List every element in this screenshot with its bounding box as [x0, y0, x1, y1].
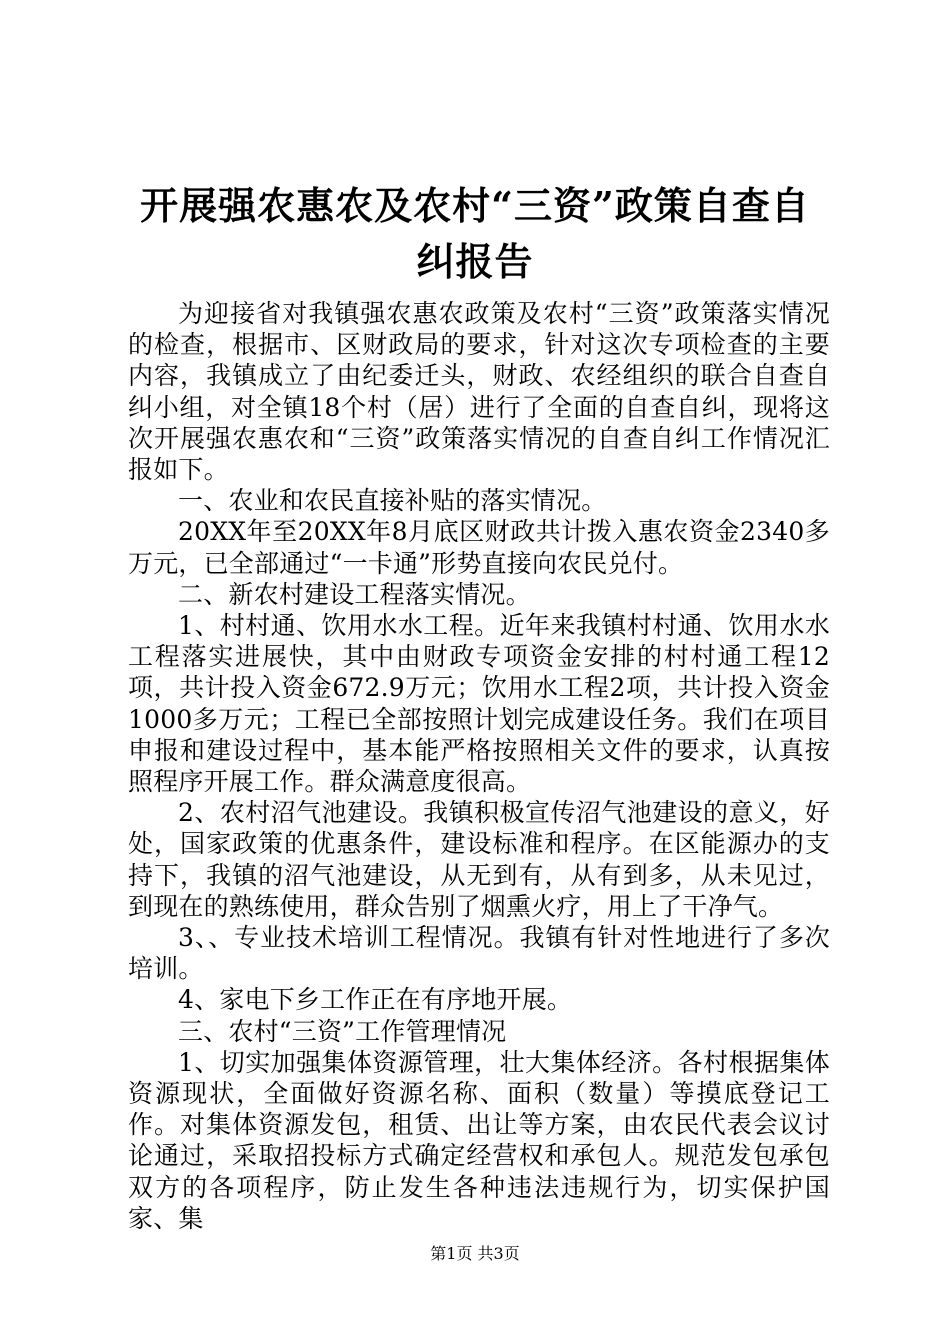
paragraph-subsidy: 20XX年至20XX年8月底区财政共计拨入惠农资金2340多万元，已全部通过“一卡通”形势直接向农民兑付。 — [128, 517, 830, 578]
paragraph-roads-water: 1、村村通、饮用水水工程。近年来我镇村村通、饮用水水工程落实进展快，其中由财政专项资金安排的村村通工程12项，共计投入资金672.9万元；饮用水工程2项，共计投入资金1000多万元；工程已全部按照计划完成建设任务。我们在项目申报和建设过程中，基本能严格按照相关文件的要求，认真按照程序开展工作。群众满意度很高。 — [128, 611, 830, 797]
paragraph-intro: 为迎接省对我镇强农惠农政策及农村“三资”政策落实情况的检查，根据市、区财政局的要求，针对这次专项检查的主要内容，我镇成立了由纪委迁头，财政、农经组织的联合自查自纠小组，对全镇18个村（居）进行了全面的自查自纠，现将这次开展强农惠农和“三资”政策落实情况的自查自纠工作情况汇报如下。 — [128, 299, 830, 485]
section-heading-1: 一、农业和农民直接补贴的落实情况。 — [178, 486, 607, 516]
section-heading-2: 二、新农村建设工程落实情况。 — [178, 579, 531, 609]
page-number: 第1页 共3页 — [430, 1244, 520, 1263]
paragraph-appliances: 4、家电下乡工作正在有序地开展。 — [178, 985, 573, 1015]
section-heading-3: 三、农村“三资”工作管理情况 — [178, 1016, 507, 1046]
paragraph-resources: 1、切实加强集体资源管理，壮大集体经济。各村根据集体资源现状，全面做好资源名称、面积（数量）等摸底登记工作。对集体资源发包，租赁、出让等方案，由农民代表会议讨论通过，采取招投标方式确定经营权和承包人。规范发包承包双方的各项程序，防止发生各种违法违规行为，切实保护国家、集 — [128, 1047, 830, 1233]
paragraph-training: 3、、专业技术培训工程情况。我镇有针对性地进行了多次培训。 — [128, 923, 830, 984]
paragraph-biogas: 2、农村沼气池建设。我镇积极宣传沼气池建设的意义，好处，国家政策的优惠条件，建设标准和程序。在区能源办的支持下，我镇的沼气池建设，从无到有，从有到多，从未见过，到现在的熟练使用，群众告别了烟熏火疗，用上了干净气。 — [128, 798, 830, 921]
document-title: 开展强农惠农及农村“三资”政策自查自纠报告 — [140, 183, 810, 284]
document-body — [128, 298, 830, 1234]
